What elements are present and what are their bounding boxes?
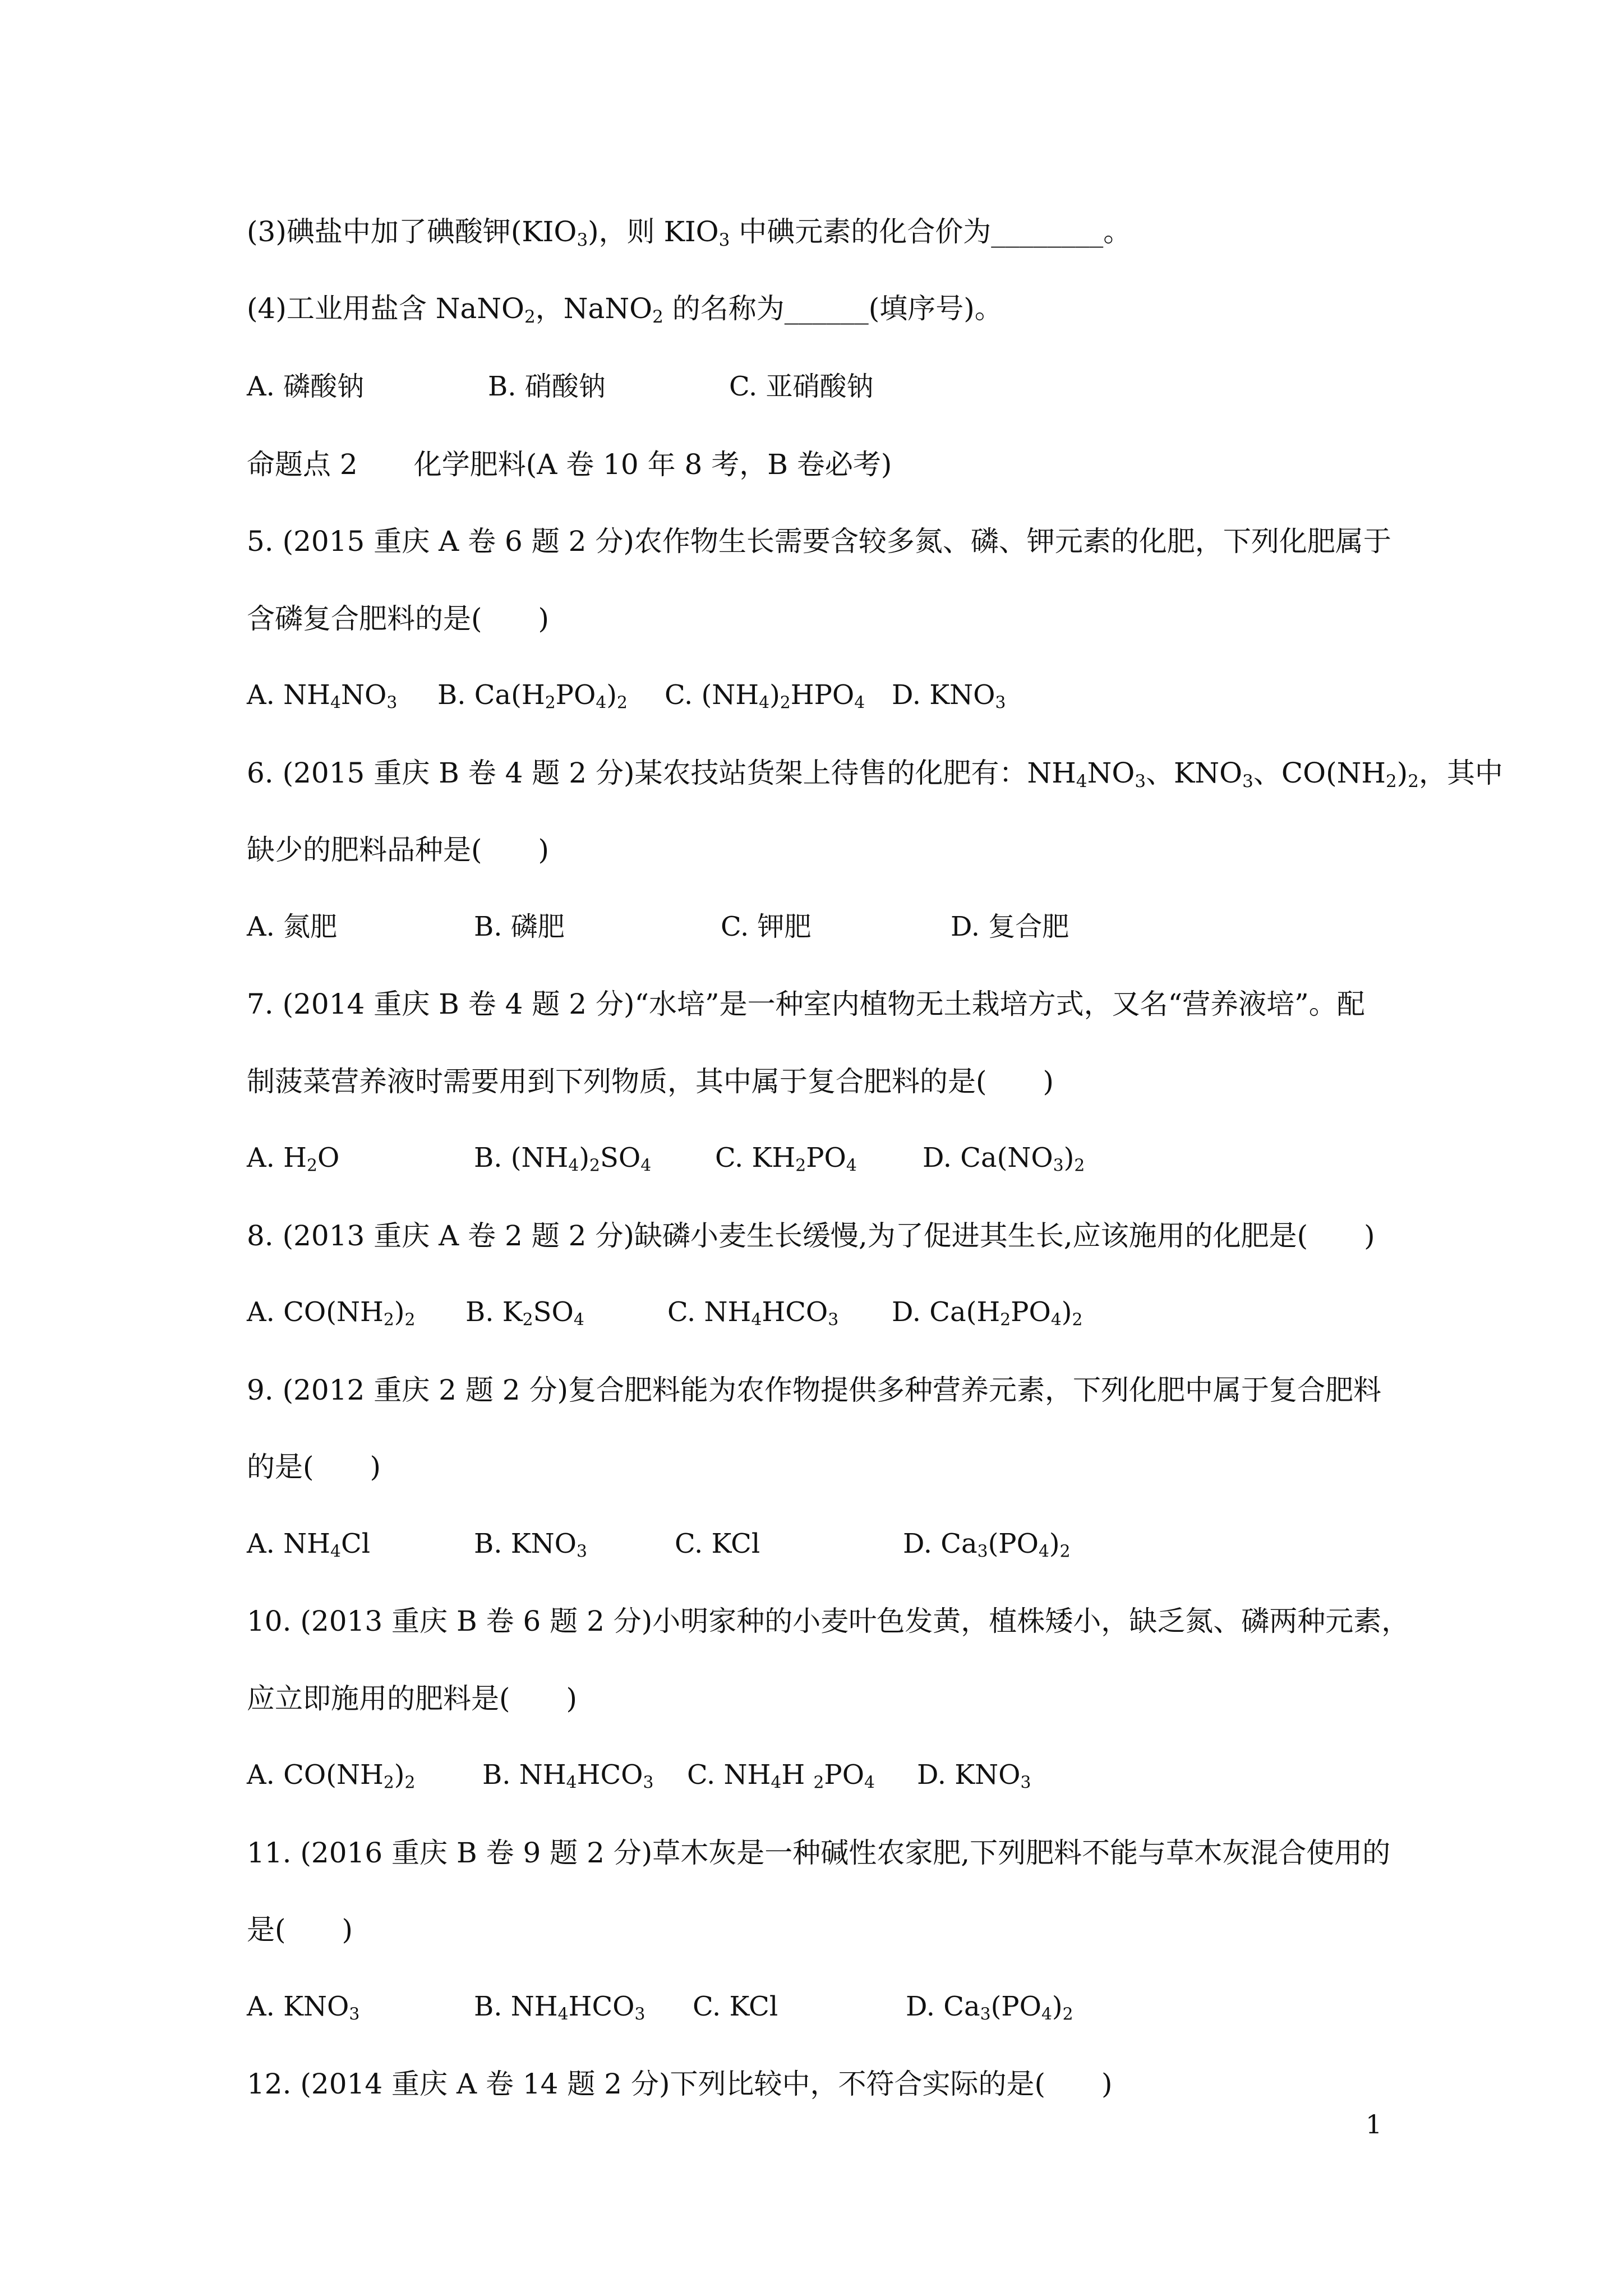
question-6-line-2: 缺少的肥料品种是( ) <box>247 834 550 866</box>
question-6-line-1: 6. (2015 重庆 B 卷 4 题 2 分)某农技站货架上待售的化肥有：$NH_4NO_3$、$KNO_3$、$CO(NH_2)_2$，其中 <box>247 757 1503 792</box>
question-9-line-2: 的是( ) <box>247 1451 381 1483</box>
option-c: C. KCl <box>675 1528 760 1559</box>
question-7-line-2: 制菠菜营养液时需要用到下列物质，其中属于复合肥料的是( ) <box>247 1065 1054 1098</box>
question-4: (4)工业用盐含 NaNO$_2$，NaNO$_2$ 的名称为______(填序号)。 <box>247 292 1003 327</box>
option-a: A. $CO(NH_2)_2$ <box>247 1759 416 1793</box>
option-b: B. $NH_4HCO_3$ <box>482 1759 654 1793</box>
question-7-line-1: 7. (2014 重庆 B 卷 4 题 2 分)“水培”是一种室内植物无土栽培方式，又名“营养液培”。配 <box>247 988 1365 1020</box>
option-c: C. KCl <box>693 1991 778 2022</box>
question-9-line-1: 9. (2012 重庆 2 题 2 分)复合肥料能为农作物提供多种营养元素，下列化肥中属于复合肥料 <box>247 1374 1381 1406</box>
option-d: D. $KNO_3$ <box>917 1759 1031 1793</box>
option-b: B. $(NH_4)_2SO_4$ <box>474 1142 652 1176</box>
page-number: 1 <box>1366 2109 1382 2139</box>
section-heading: 命题点 2 化学肥料(A 卷 10 年 8 考，B 卷必考) <box>247 448 892 481</box>
option-a: A. $KNO_3$ <box>247 1991 360 2024</box>
option-c: C. $(NH_4)_2HPO_4$ <box>665 679 865 713</box>
question-5-line-2: 含磷复合肥料的是( ) <box>247 602 550 635</box>
option-a: A. $NH_4NO_3$ <box>247 679 398 713</box>
option-a: A. $CO(NH_2)_2$ <box>247 1296 416 1330</box>
question-11-line-2: 是( ) <box>247 1913 353 1946</box>
option-a: A. $NH_4Cl$ <box>247 1528 371 1562</box>
option-d: D. $Ca_3(PO_4)_2$ <box>903 1528 1071 1562</box>
option-d: D. 复合肥 <box>951 911 1069 942</box>
question-3: (3)碘盐中加了碘酸钾$(KIO_3)$，则 $KIO_3$ 中碘元素的化合价为________。 <box>247 215 1132 250</box>
question-10-line-1: 10. (2013 重庆 B 卷 6 题 2 分)小明家种的小麦叶色发黄，植株矮小，缺乏氮、磷两种元素， <box>247 1605 1410 1637</box>
option-d: D. $Ca(NO_3)_2$ <box>923 1142 1085 1176</box>
option-c: C. 钾肥 <box>721 911 811 942</box>
option-c: C. $NH_4H$ $_2PO_4$ <box>687 1759 875 1793</box>
option-b: B. $NH_4HCO_3$ <box>474 1991 645 2024</box>
option-a: A. 磷酸钠 <box>247 371 365 402</box>
option-c: C. $KH_2PO_4$ <box>715 1142 857 1176</box>
option-a: A. $H_2O$ <box>247 1142 340 1176</box>
question-5-line-1: 5. (2015 重庆 A 卷 6 题 2 分)农作物生长需要含较多氮、磷、钾元素的化肥，下列化肥属于 <box>247 525 1391 558</box>
option-b: B. $Ca(H_2PO_4)_2$ <box>437 679 628 713</box>
question-10-line-2: 应立即施用的肥料是( ) <box>247 1682 578 1715</box>
option-b: B. 硝酸钠 <box>488 371 606 402</box>
option-d: D. $Ca(H_2PO_4)_2$ <box>892 1296 1083 1330</box>
option-b: B. $K_2SO_4$ <box>465 1296 584 1330</box>
option-c: C. $NH_4HCO_3$ <box>667 1296 839 1330</box>
question-11-line-1: 11. (2016 重庆 B 卷 9 题 2 分)草木灰是一种碱性农家肥,下列肥料不能与草木灰混合使用的 <box>247 1837 1391 1869</box>
option-b: B. $KNO_3$ <box>474 1528 587 1562</box>
option-c: C. 亚硝酸钠 <box>729 371 874 402</box>
question-8: 8. (2013 重庆 A 卷 2 题 2 分)缺磷小麦生长缓慢,为了促进其生长,应该施用的化肥是( ) <box>247 1220 1375 1252</box>
option-d: D. $KNO_3$ <box>892 679 1006 713</box>
option-b: B. 磷肥 <box>474 911 565 942</box>
option-a: A. 氮肥 <box>247 911 338 942</box>
option-d: D. $Ca_3(PO_4)_2$ <box>906 1991 1073 2024</box>
question-12: 12. (2014 重庆 A 卷 14 题 2 分)下列比较中，不符合实际的是( ) <box>247 2068 1113 2100</box>
